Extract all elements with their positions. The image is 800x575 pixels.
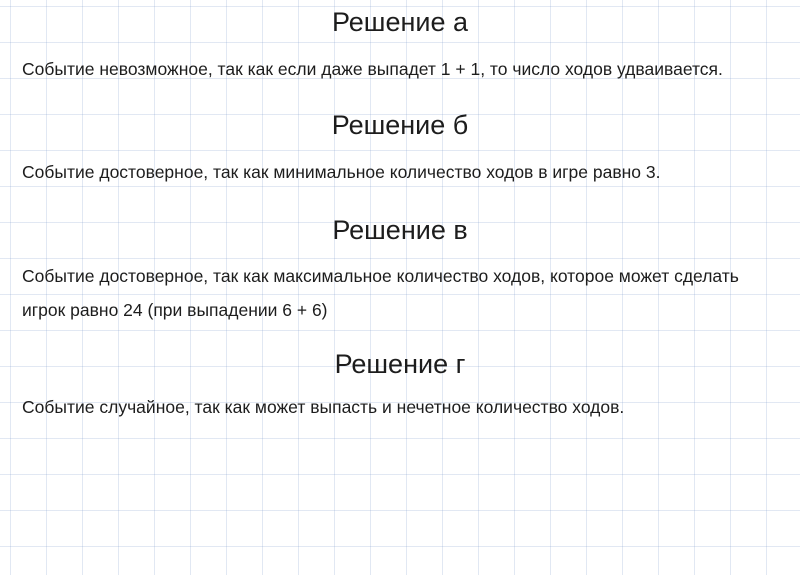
solution-block-b [22,86,778,189]
solution-block-d [22,328,778,425]
solution-d-text: Событие случайное, так как может выпасть и нечетное количество ходов. [22,397,625,418]
solution-a-heading: Решение а [331,7,469,37]
solution-b-heading: Решение б [331,109,469,140]
solution-block-a [22,0,778,86]
solution-d-heading: Решение г [334,348,466,379]
solution-c-heading: Решение в [332,214,468,245]
solution-a-text: Событие невозможное, так как если даже выпадет 1 + 1, то число ходов удваивается. [22,58,723,79]
solution-b-text: Событие достоверное, так как минимальное количество ходов в игре равно 3. [22,161,661,182]
solution-block-c [22,189,778,328]
solution-c-text: Событие достоверное, так как максимальное количество ходов, которое может сделать игрок равно 24 (при выпадении 6 + 6) [22,266,739,321]
